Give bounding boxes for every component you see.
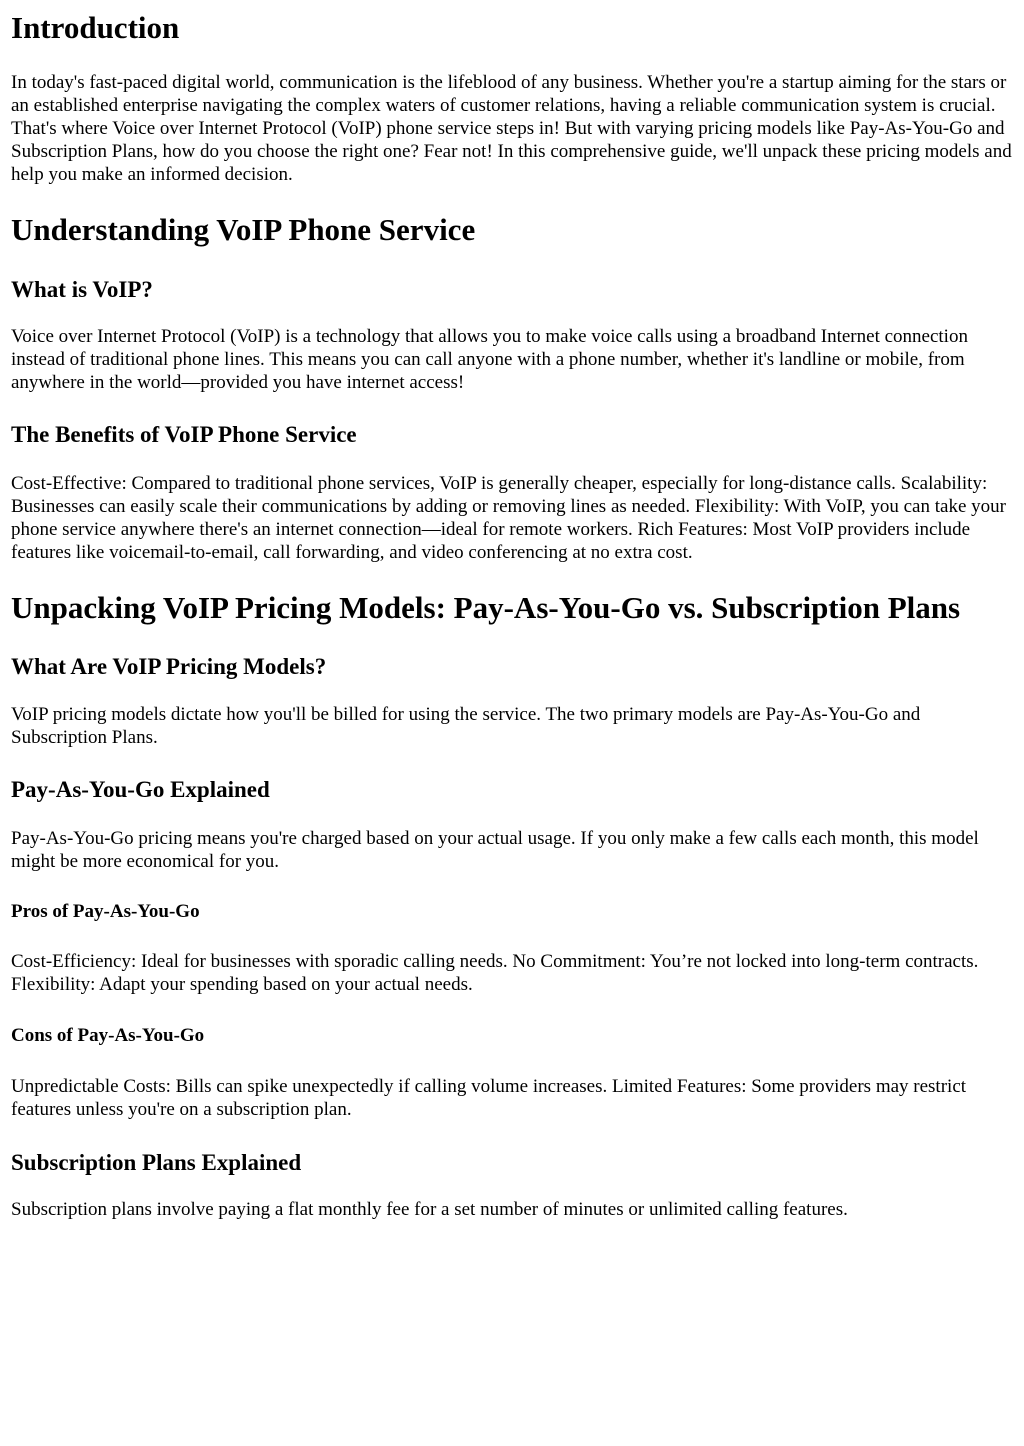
benefits-heading: The Benefits of VoIP Phone Service (11, 422, 357, 447)
pay-as-you-go-paragraph: Pay-As-You-Go pricing means you're charged based on your actual usage. If you only make a few calls each month, this model might be more economical for you. (11, 828, 979, 872)
intro-heading: Introduction (11, 10, 180, 45)
benefits-paragraph: Cost-Effective: Compared to traditional phone services, VoIP is generally cheaper, especially for long-distance calls. Scalability: Businesses can easily scale their communications by adding or removing lines as needed. Flexibility: With VoIP, you can take your phone service anywhere there's an internet connection—ideal for remote workers. Rich Features: Most VoIP providers include features like voicemail-to-email, call forwarding, and video conferencing at no extra cost. (11, 473, 1006, 563)
subscription-plans-heading: Subscription Plans Explained (11, 1150, 302, 1175)
cons-paragraph: Unpredictable Costs: Bills can spike unexpectedly if calling volume increases. Limited Features: Some providers may restrict features unless you're on a subscription plan. (11, 1076, 967, 1120)
understanding-heading: Understanding VoIP Phone Service (11, 212, 476, 247)
pay-as-you-go-heading: Pay-As-You-Go Explained (11, 777, 270, 802)
what-is-voip-paragraph: Voice over Internet Protocol (VoIP) is a technology that allows you to make voice calls using a broadband Internet connection instead of traditional phone lines. This means you can call anyone with a phone number, whether it's landline or mobile, from anywhere in the world—provided you have internet access! (11, 326, 968, 393)
pricing-models-paragraph: VoIP pricing models dictate how you'll be billed for using the service. The two primary models are Pay-As-You-Go and Subscription Plans. (11, 704, 921, 748)
what-is-voip-heading: What is VoIP? (11, 277, 153, 302)
pros-paragraph: Cost-Efficiency: Ideal for businesses with sporadic calling needs. No Commitment: You’re not locked into long-term contracts. Flexibility: Adapt your spending based on your actual needs. (11, 951, 979, 995)
subscription-plans-paragraph: Subscription plans involve paying a flat monthly fee for a set number of minutes or unlimited calling features. (11, 1199, 848, 1220)
unpacking-heading: Unpacking VoIP Pricing Models: Pay-As-You-Go vs. Subscription Plans (11, 590, 961, 625)
cons-heading: Cons of Pay-As-You-Go (11, 1025, 205, 1046)
pricing-models-heading: What Are VoIP Pricing Models? (11, 654, 327, 679)
pros-heading: Pros of Pay-As-You-Go (11, 901, 200, 922)
intro-paragraph: In today's fast-paced digital world, communication is the lifeblood of any business. Whether you're a startup aiming for the stars or an established enterprise navigating the complex waters of customer relations, having a reliable communication system is crucial. That's where Voice over Internet Protocol (VoIP) phone service steps in! But with varying pricing models like Pay-As-You-Go and Subscription Plans, how do you choose the right one? Fear not! In this comprehensive guide, we'll unpack these pricing models and help you make an informed decision. (11, 72, 1012, 185)
